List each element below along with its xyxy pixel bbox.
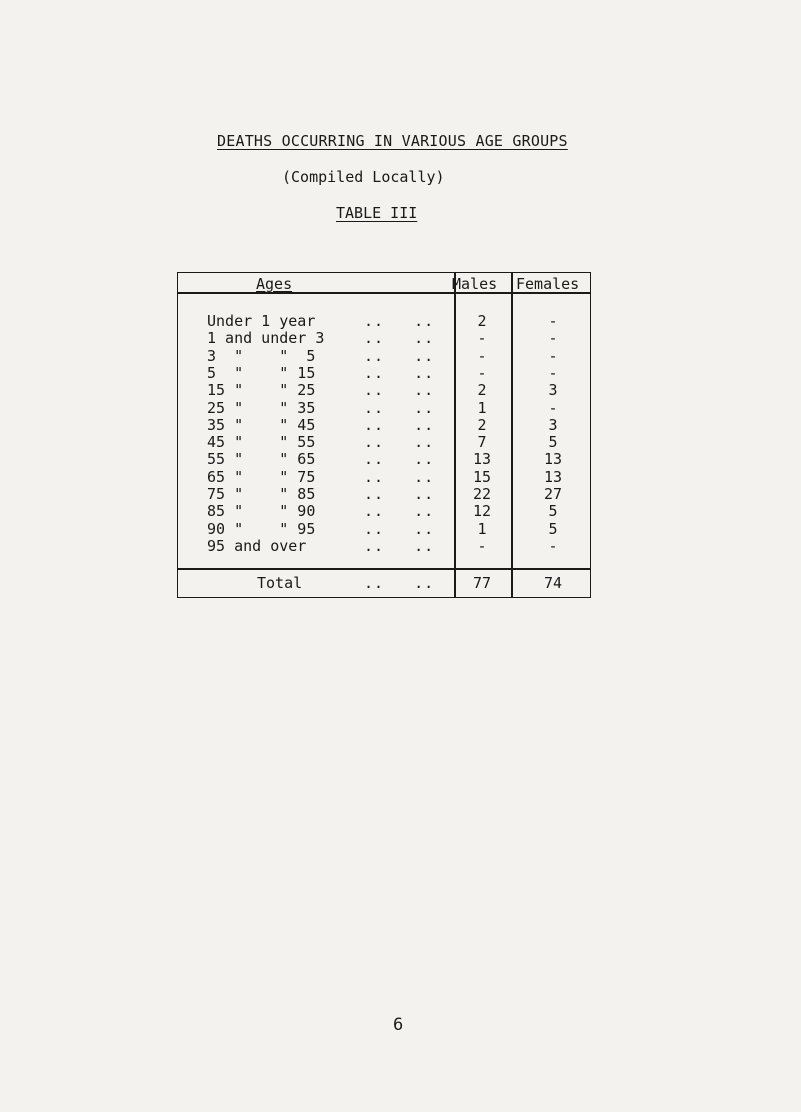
total-label: Total [257, 574, 303, 592]
table-row [0, 364, 801, 382]
age-cell: 75 " " 85 [207, 485, 316, 503]
table-row [0, 399, 801, 417]
table-row [0, 347, 801, 365]
females-cell: 3 [548, 381, 558, 400]
leader-dots: .. .. [364, 346, 435, 365]
age-cell: 35 " " 45 [207, 415, 316, 434]
females-cell: 13 [543, 450, 563, 469]
leader-dots: .. .. [364, 415, 435, 434]
age-cell: 85 " " 90 [207, 502, 316, 521]
males-cell: - [477, 346, 487, 365]
males-cell: 1 [477, 519, 487, 538]
table-row [0, 468, 801, 486]
males-cell: - [477, 329, 487, 348]
males-cell: - [477, 363, 487, 382]
page-heading: DEATHS OCCURRING IN VARIOUS AGE GROUPS [217, 132, 568, 150]
page-subheading: (Compiled Locally) [282, 168, 445, 186]
leader-dots: .. .. [364, 398, 435, 417]
age-cell: Under 1 year [207, 312, 316, 330]
leader-dots: .. .. [364, 519, 435, 538]
females-cell: 5 [548, 519, 558, 538]
females-cell: - [548, 536, 558, 555]
table-row [0, 433, 801, 451]
females-cell: 27 [543, 485, 563, 503]
leader-dots: .. .. [364, 329, 435, 348]
column-header-males: Males [452, 275, 498, 293]
leader-dots: .. .. [364, 450, 435, 469]
leader-dots: .. .. [364, 381, 435, 400]
age-cell: 25 " " 35 [207, 398, 316, 417]
total-males: 77 [472, 574, 492, 592]
age-cell: 15 " " 25 [207, 381, 316, 400]
females-cell: - [548, 329, 558, 348]
leader-dots: .. .. [364, 485, 435, 503]
page-number: 6 [393, 1015, 404, 1035]
age-cell: 3 " " 5 [207, 346, 316, 365]
leader-dots: .. .. [364, 502, 435, 521]
table-row [0, 502, 801, 520]
males-cell: 15 [472, 467, 492, 486]
leader-dots: .. .. [364, 536, 435, 555]
table-row [0, 485, 801, 503]
age-cell: 95 and over [207, 536, 307, 555]
males-cell: 22 [472, 485, 492, 503]
females-cell: 3 [548, 415, 558, 434]
table-label: TABLE III [336, 204, 418, 222]
leader-dots: .. .. [364, 467, 435, 486]
table-row [0, 312, 801, 330]
age-cell: 5 " " 15 [207, 363, 316, 382]
males-cell: 7 [477, 433, 487, 452]
females-cell: - [548, 363, 558, 382]
females-cell: - [548, 398, 558, 417]
females-cell: 5 [548, 433, 558, 452]
males-cell: 13 [472, 450, 492, 469]
column-header-ages: Ages [256, 275, 293, 293]
total-leader-dots: .. .. [364, 574, 435, 592]
age-cell: 45 " " 55 [207, 433, 316, 452]
table-row [0, 537, 801, 555]
females-cell: 13 [543, 467, 563, 486]
females-cell: - [548, 312, 558, 330]
table-row [0, 520, 801, 538]
females-cell: - [548, 346, 558, 365]
table-row [0, 329, 801, 347]
females-cell: 5 [548, 502, 558, 521]
total-females: 74 [543, 574, 563, 592]
age-cell: 65 " " 75 [207, 467, 316, 486]
age-cell: 1 and under 3 [207, 329, 325, 348]
leader-dots: .. .. [364, 363, 435, 382]
males-cell: - [477, 536, 487, 555]
table-row [0, 450, 801, 468]
males-cell: 12 [472, 502, 492, 521]
leader-dots: .. .. [364, 433, 435, 452]
table-row [0, 416, 801, 434]
males-cell: 2 [477, 312, 487, 330]
males-cell: 2 [477, 415, 487, 434]
age-cell: 55 " " 65 [207, 450, 316, 469]
table-row [0, 381, 801, 399]
age-cell: 90 " " 95 [207, 519, 316, 538]
total-row [0, 574, 801, 592]
total-divider [177, 568, 591, 570]
males-cell: 1 [477, 398, 487, 417]
column-header-females: Females [516, 275, 580, 293]
leader-dots: .. .. [364, 312, 435, 330]
males-cell: 2 [477, 381, 487, 400]
